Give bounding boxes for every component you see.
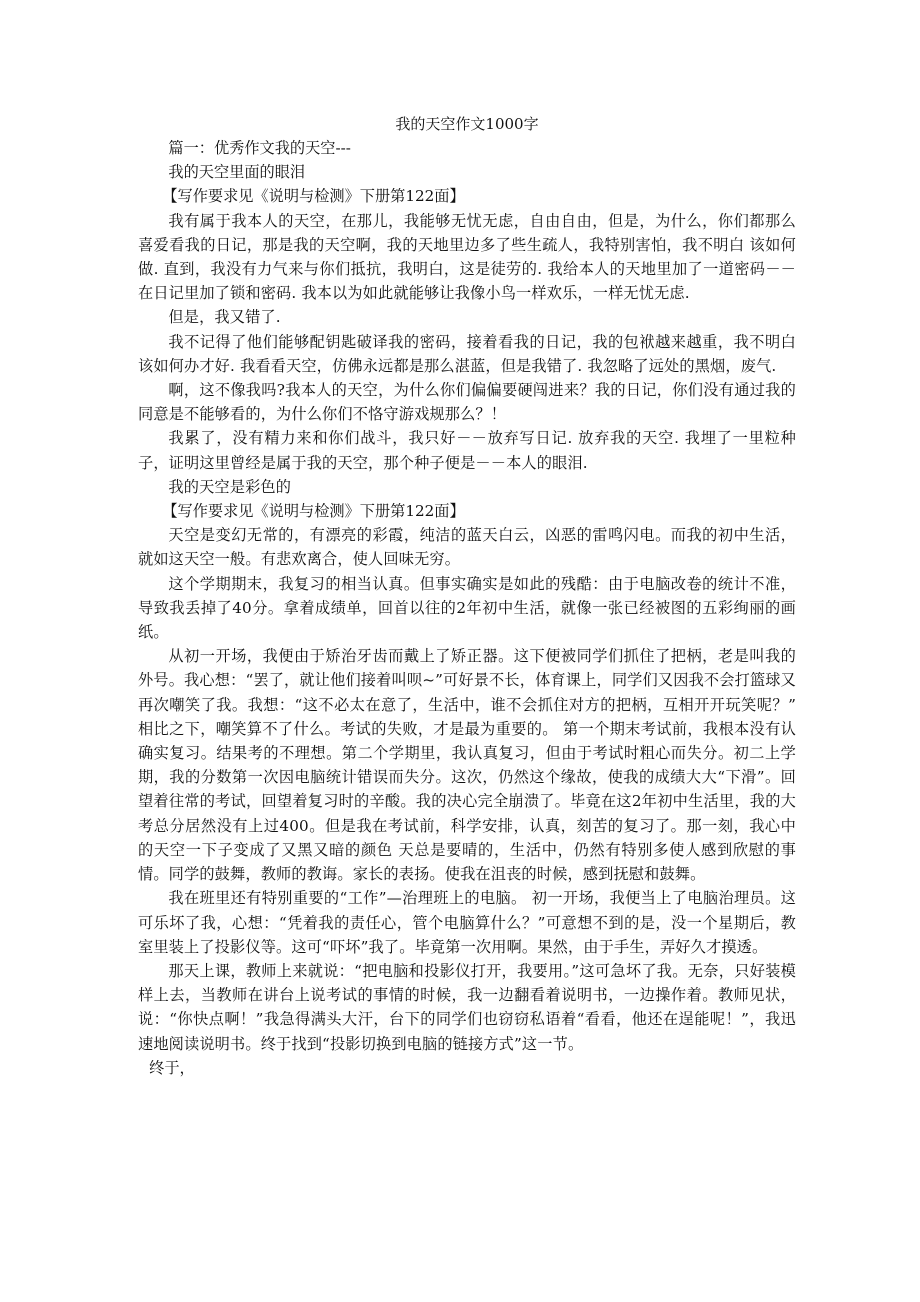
- paragraph: 啊，这不像我吗?我本人的天空，为什么你们偏偏要硬闯进来？我的日记，你们没有通过我的同意是不能够看的，为什么你们不恪守游戏规那么？！: [138, 381, 796, 424]
- paragraph: 这个学期期末，我复习的相当认真。但事实确实是如此的残酷：由于电脑改卷的统计不准，导致我丢掉了40分。拿着成绩单，回首以往的2年初中生活，就像一张已经被图的五彩绚丽的画纸。: [138, 574, 796, 642]
- paragraph: 我累了，没有精力来和你们战斗，我只好－－放弃写日记. 放弃我的天空. 我埋了一里粒种子，证明这里曾经是属于我的天空，那个种子便是－－本人的眼泪.: [138, 429, 796, 472]
- closing-fragment: 终于，: [149, 1058, 195, 1077]
- paragraph: 从初一开场，我便由于矫治牙齿而戴上了矫正器。这下便被同学们抓住了把柄，老是叫我的外号。我心想：“罢了，就让他们接着叫呗~”可好景不长，体育课上，同学们又因我不会打篮球又再次嘲笑了我。我想：“这不必太在意了，生活中，谁不会抓住对方的把柄，互相开开玩笑呢？” 相比之下，嘲笑算不了什么。考试的失败，才是最为重要的。 第一个期末考试前，我根本没有认确实复习。结果考的不理想。第二个学期里，我认真复习，但由于考试时粗心而失分。初二上学期，我的分数第一次因电脑统计错误而失分。这次，仍然这个缘故，使我的成绩大大“下滑”。回望着往常的考试，回望着复习时的辛酸。我的决心完全崩溃了。毕竟在这2年初中生活里，我的大考总分居然没有上过400。但是我在考试前，科学安排，认真，刻苦的复习了。那一刻，我心中的天空一下子变成了又黑又暗的颜色 天总是要晴的，生活中，仍然有特别多使人感到欣慰的事情。同学的鼓舞，教师的教诲。家长的表扬。使我在沮丧的时候，感到抚慰和鼓舞。: [138, 647, 796, 884]
- writing-requirement: 【写作要求见《说明与检测》下册第122面】: [162, 187, 465, 206]
- document-page: [138, 112, 796, 1080]
- writing-requirement: 【写作要求见《说明与检测》下册第122面】: [162, 502, 465, 521]
- subtitle: 我的天空里面的眼泪: [168, 163, 306, 182]
- paragraph: 我不记得了他们能够配钥匙破译我的密码，接着看我的日记，我的包袱越来越重，我不明白该如何办才好. 我看看天空，仿佛永远都是那么湛蓝，但是我错了. 我忽略了远处的黑烟，废气.: [138, 332, 796, 375]
- section-heading: 篇一：优秀作文我的天空---: [168, 139, 351, 157]
- paragraph: 我在班里还有特别重要的“工作”—治理班上的电脑。 初一开场，我便当上了电脑治理员。这可乐坏了我，心想：“凭着我的责任心，管个电脑算什么？”可意想不到的是，没一个星期后，教室里装上了投影仪等。这可“吓坏”我了。毕竟第一次用啊。果然，由于手生，弄好久才摸透。: [138, 889, 796, 956]
- document-title: 我的天空作文1000字: [395, 115, 539, 133]
- paragraph: 天空是变幻无常的，有漂亮的彩霞，纯洁的蓝天白云，凶恶的雷鸣闪电。而我的初中生活，就如这天空一般。有悲欢离合，使人回味无穷。: [138, 526, 796, 569]
- subtitle: 我的天空是彩色的: [168, 477, 292, 496]
- paragraph: 我有属于我本人的天空，在那儿，我能够无忧无虑，自由自由，但是，为什么，你们都那么喜爱看我的日记，那是我的天空啊，我的天地里边多了些生疏人，我特别害怕，我不明白 该如何做. 直到，我没有力气来与你们抵抗，我明白，这是徒劳的. 我给本人的天地里加了一道密码－－在日记里加了锁和密码. 我本以为如此就能够让我像小鸟一样欢乐，一样无忧无虑.: [138, 211, 796, 303]
- paragraph: 那天上课，教师上来就说：“把电脑和投影仪打开，我要用。”这可急坏了我。无奈，只好装模样上去，当教师在讲台上说考试的事情的时候，我一边翻看着说明书，一边操作着。教师见状，说：“你快点啊！”我急得满头大汗，台下的同学们也窃窃私语着“看看，他还在逞能呢！”，我迅速地阅读说明书。终于找到“投影切换到电脑的链接方式”这一节。: [138, 961, 796, 1053]
- paragraph: 但是，我又错了.: [168, 308, 281, 327]
